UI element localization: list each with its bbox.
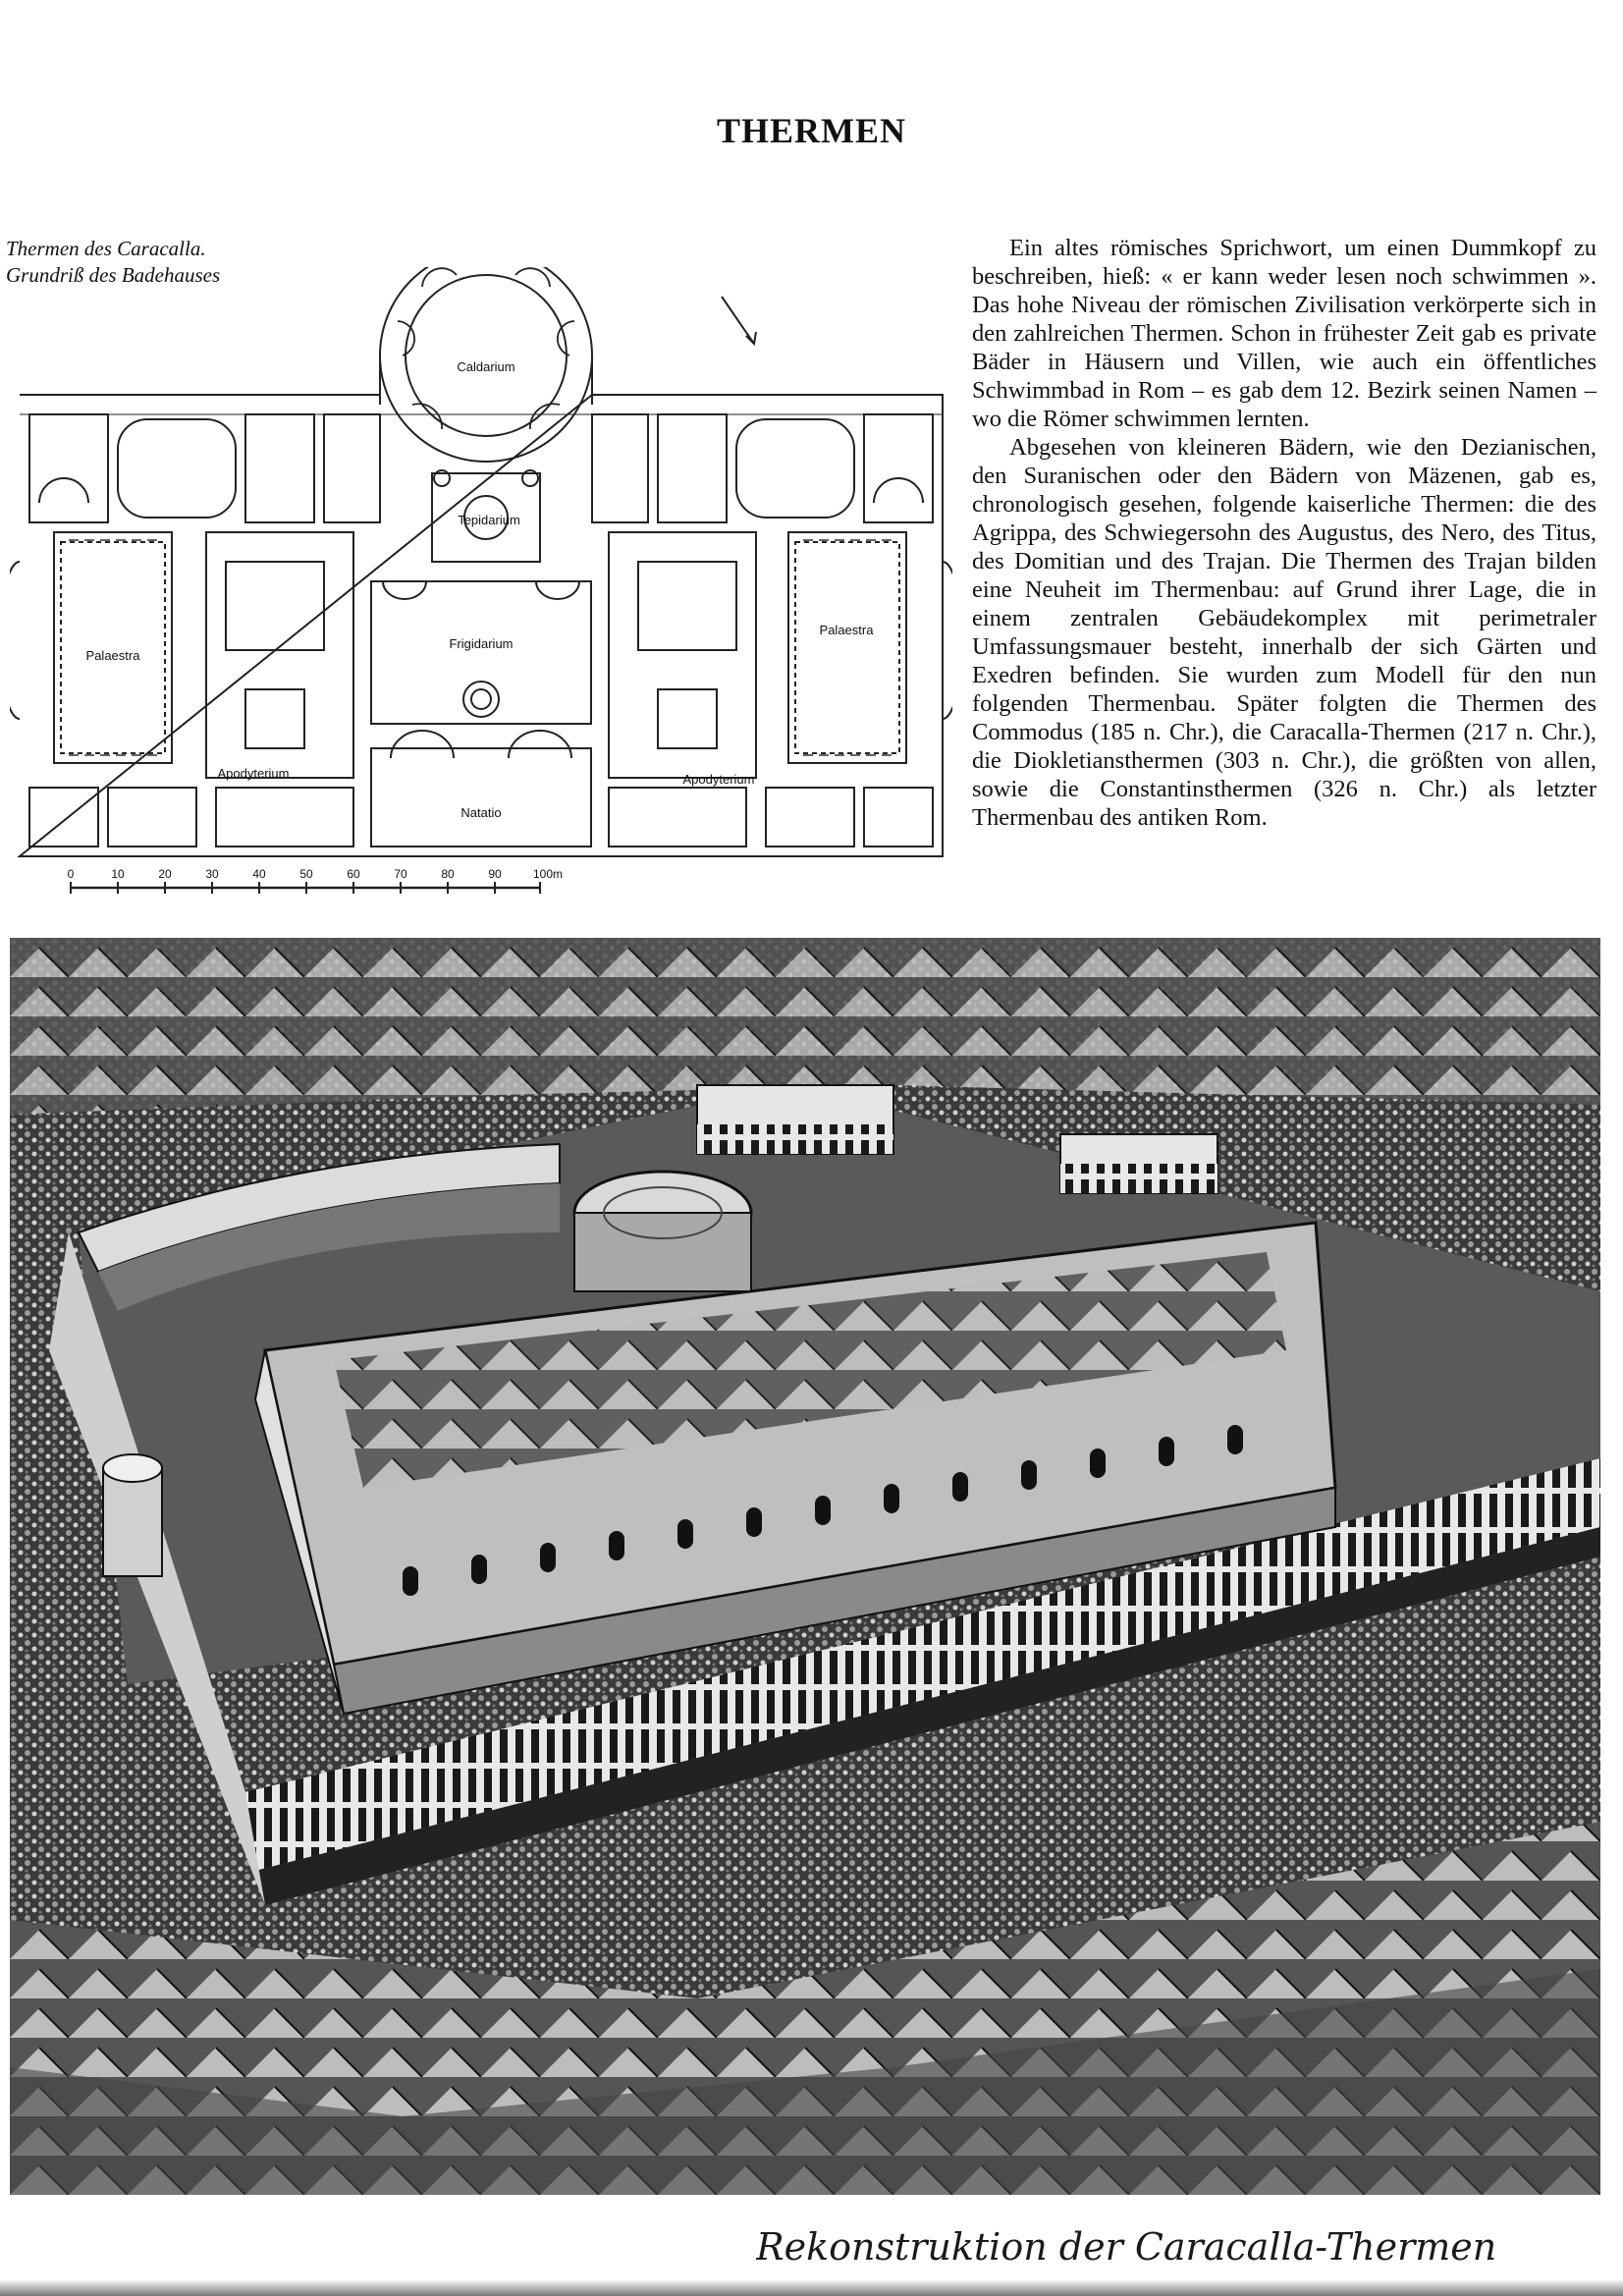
scale-label: 70 — [394, 867, 407, 881]
handwritten-note-text: Rekonstruktion der Caracalla-Thermen — [756, 2225, 1497, 2269]
caption-line-1: Thermen des Caracalla. — [6, 237, 206, 260]
scale-label: 10 — [111, 867, 125, 881]
plan-label-apodyterium-right: Apodyterium — [682, 772, 755, 787]
scale-label: 50 — [299, 867, 313, 881]
scale-label: 60 — [347, 867, 360, 881]
scale-label: 40 — [252, 867, 266, 881]
scale-label: 90 — [488, 867, 502, 881]
article-paragraph-1: Ein altes römisches Sprichwort, um einen Dummkopf zu beschreiben, hieß: « er kann weder lesen noch schwimmen ». Das hohe Niveau der römischen Zivilisation verkörperte sich in den zahlreichen Thermen. Schon in frühester Zeit gab es private Bäder in Häusern und Villen, wie auch ein öffentliches Schwimmbad in Rom – es gab dem 12. Bezirk seinen Namen – wo die Römer schwimmen lernten. — [972, 235, 1596, 432]
scale-label: 20 — [158, 867, 172, 881]
page-title: THERMEN — [716, 111, 906, 150]
plan-label-palaestra-left: Palaestra — [85, 648, 140, 663]
plan-label-apodyterium-left: Apodyterium — [217, 766, 290, 781]
scan-edge-shadow — [0, 2280, 1623, 2296]
floor-plan-drawing — [10, 267, 952, 915]
plan-label-natatio: Natatio — [460, 805, 502, 820]
scale-label: 0 — [67, 867, 75, 881]
plan-label-tepidarium: Tepidarium — [458, 513, 520, 527]
plan-label-caldarium: Caldarium — [457, 359, 515, 374]
scale-label: 100m — [532, 867, 564, 881]
scale-label: 30 — [205, 867, 219, 881]
reconstruction-model-photo — [10, 938, 1600, 2195]
caption-line-2: Grundriß des Badehauses — [6, 263, 221, 287]
article-body — [972, 234, 1596, 832]
plan-label-frigidarium: Frigidarium — [449, 636, 514, 651]
article-paragraph-2: Abgesehen von kleineren Bädern, wie den Dezianischen, den Suranischen oder den Bädern von Mäzenen, gab es, chronologisch gesehen, folgende kaiserliche Thermen: die des Agrippa, des Schwiegersohn des Augustus, des Nero, des Titus, des Domitian und des Trajan. Die Thermen des Trajan bilden eine Neuheit im Thermenbau: auf Grund ihrer Lage, die in einem zentralen Gebäudekomplex mit perimetraler Umfassungsmauer besteht, innerhalb der sich Gärten und Exedren befinden. Sie wurden zum Modell für den nun folgenden Thermenbau. Später folgten die Thermen des Commodus (185 n. Chr.), die Caracalla-Thermen (217 n. Chr.), die Diokletiansthermen (303 n. Chr.), die größten von allen, sowie die Constantinsthermen (326 n. Chr.) als letzter Thermenbau des antiken Rom. — [972, 434, 1596, 831]
handwritten-note — [756, 2224, 1591, 2273]
scale-label: 80 — [441, 867, 455, 881]
plan-label-palaestra-right: Palaestra — [819, 623, 874, 637]
